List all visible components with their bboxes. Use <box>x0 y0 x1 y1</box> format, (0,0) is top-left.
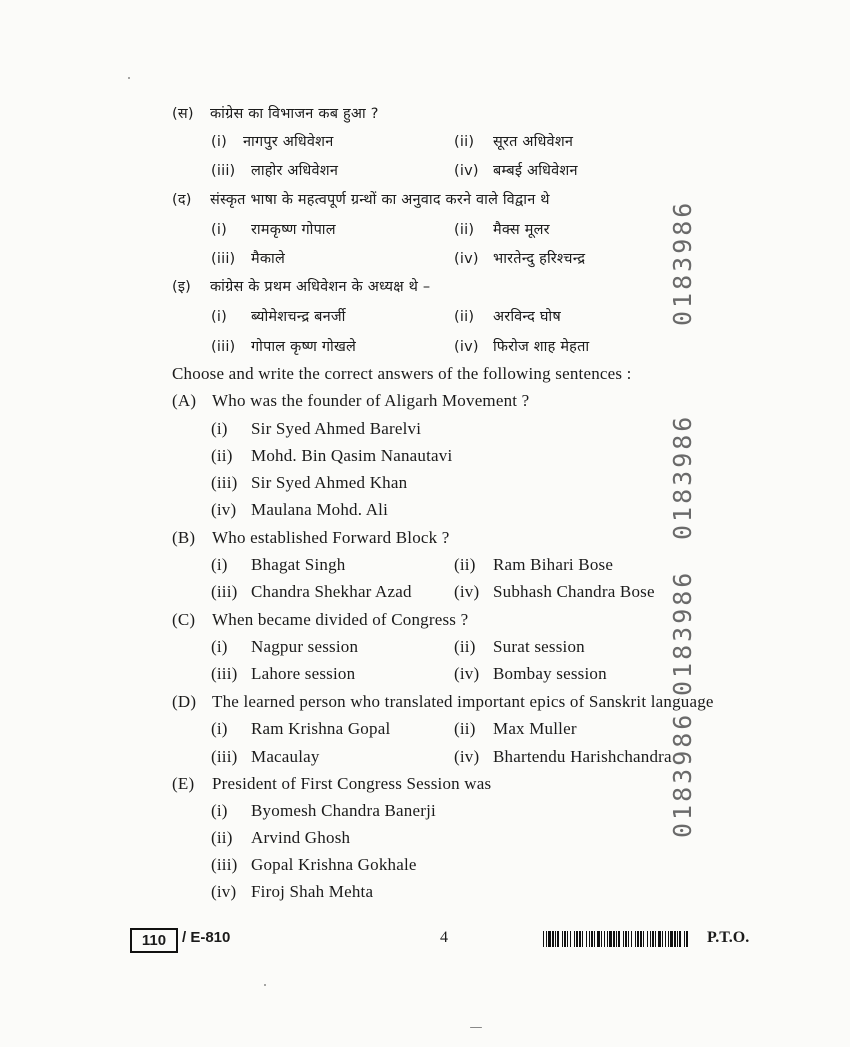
option-text: Lahore session <box>251 664 356 683</box>
option-number: (iv) <box>211 882 237 901</box>
question-text: कांग्रेस का विभाजन कब हुआ ? <box>210 106 379 122</box>
option-text: Macaulay <box>251 747 320 766</box>
question-label: (द) <box>172 192 192 208</box>
option-text: Maulana Mohd. Ali <box>251 500 389 519</box>
option-text: Bhagat Singh <box>251 555 346 574</box>
option-text: Mohd. Bin Qasim Nanautavi <box>251 446 453 465</box>
option-number: (iv) <box>211 500 237 519</box>
option-text: Bombay session <box>493 664 607 683</box>
option-number: (iii) <box>211 339 236 355</box>
question-label: (इ) <box>172 279 192 295</box>
option-text: Byomesh Chandra Banerji <box>251 801 436 820</box>
option-text: Max Muller <box>493 719 577 738</box>
question-label: (D) <box>172 692 197 711</box>
option-number: (iii) <box>211 582 238 601</box>
option-number: (iii) <box>211 251 236 267</box>
paper-code-box: 110 <box>130 928 178 953</box>
paper-set-code: / E-810 <box>182 929 231 946</box>
option-text: नागपुर अधिवेशन <box>243 134 334 150</box>
barcode-icon <box>543 931 688 947</box>
question-text: The learned person who translated important epics of Sanskrit language <box>212 692 714 711</box>
question-label: (C) <box>172 610 196 629</box>
option-text: फिरोज शाह मेहता <box>493 339 590 355</box>
serial-number-stamp: 0183986 <box>668 711 697 838</box>
option-number: (i) <box>211 637 228 656</box>
option-text: लाहोर अधिवेशन <box>251 163 339 179</box>
option-number: (i) <box>211 801 228 820</box>
option-number: (iii) <box>211 473 238 492</box>
question-text: President of First Congress Session was <box>212 774 492 793</box>
option-text: Firoj Shah Mehta <box>251 882 374 901</box>
scan-speck <box>128 77 130 79</box>
option-number: (i) <box>211 719 228 738</box>
question-text: संस्कृत भाषा के महत्वपूर्ण ग्रन्थों का अनुवाद करने वाले विद्वान थे <box>210 192 550 208</box>
question-text: Who established Forward Block ? <box>212 528 450 547</box>
option-number: (ii) <box>454 555 476 574</box>
option-text: गोपाल कृष्ण गोखले <box>251 339 357 355</box>
serial-number-stamp: 0183986 <box>668 199 697 326</box>
option-number: (iii) <box>211 855 238 874</box>
serial-number-stamp: 0183986 <box>668 413 697 540</box>
question-label: (A) <box>172 391 197 410</box>
option-number: (iv) <box>454 339 479 355</box>
option-number: (iii) <box>211 163 236 179</box>
option-number: (ii) <box>211 828 233 847</box>
option-text: Surat session <box>493 637 585 656</box>
option-number: (iv) <box>454 582 480 601</box>
scan-speck <box>264 984 266 986</box>
option-text: भारतेन्दु हरिश्चन्द्र <box>493 251 586 267</box>
option-text: Sir Syed Ahmed Khan <box>251 473 408 492</box>
option-number: (ii) <box>454 309 475 325</box>
option-number: (i) <box>211 309 227 325</box>
option-text: अरविन्द घोष <box>493 309 561 325</box>
option-number: (ii) <box>211 446 233 465</box>
question-label: (स) <box>172 106 194 122</box>
option-text: Sir Syed Ahmed Barelvi <box>251 419 422 438</box>
option-number: (i) <box>211 555 228 574</box>
question-label: (B) <box>172 528 196 547</box>
option-number: (i) <box>211 134 227 150</box>
option-text: Arvind Ghosh <box>251 828 351 847</box>
option-text: ब्योमेशचन्द्र बनर्जी <box>251 309 346 325</box>
option-number: (iv) <box>454 747 480 766</box>
option-text: बम्बई अधिवेशन <box>493 163 578 179</box>
option-text: सूरत अधिवेशन <box>493 134 574 150</box>
option-text: Ram Bihari Bose <box>493 555 614 574</box>
question-text: When became divided of Congress ? <box>212 610 469 629</box>
option-number: (iv) <box>454 251 479 267</box>
option-text: Chandra Shekhar Azad <box>251 582 412 601</box>
question-label: (E) <box>172 774 195 793</box>
scan-speck <box>470 1027 482 1028</box>
option-number: (ii) <box>454 222 475 238</box>
option-number: (iv) <box>454 664 480 683</box>
option-text: Ram Krishna Gopal <box>251 719 391 738</box>
instruction-text: Choose and write the correct answers of the following sentences : <box>172 364 632 383</box>
option-text: मैकाले <box>251 251 285 267</box>
option-text: मैक्स मूलर <box>493 222 550 238</box>
option-text: Nagpur session <box>251 637 359 656</box>
option-number: (i) <box>211 419 228 438</box>
option-number: (iv) <box>454 163 479 179</box>
option-number: (i) <box>211 222 227 238</box>
option-number: (ii) <box>454 719 476 738</box>
option-number: (ii) <box>454 637 476 656</box>
option-text: रामकृष्ण गोपाल <box>251 222 336 238</box>
option-number: (iii) <box>211 664 238 683</box>
question-text: Who was the founder of Aligarh Movement ? <box>212 391 530 410</box>
option-text: Subhash Chandra Bose <box>493 582 655 601</box>
serial-number-stamp: 0183986 <box>668 569 697 696</box>
option-number: (ii) <box>454 134 475 150</box>
page-number: 4 <box>440 929 448 946</box>
question-text: कांग्रेस के प्रथम अधिवेशन के अध्यक्ष थे – <box>210 279 431 295</box>
option-text: Gopal Krishna Gokhale <box>251 855 417 874</box>
option-text: Bhartendu Harishchandra <box>493 747 672 766</box>
pto-label: P.T.O. <box>707 929 750 946</box>
option-number: (iii) <box>211 747 238 766</box>
